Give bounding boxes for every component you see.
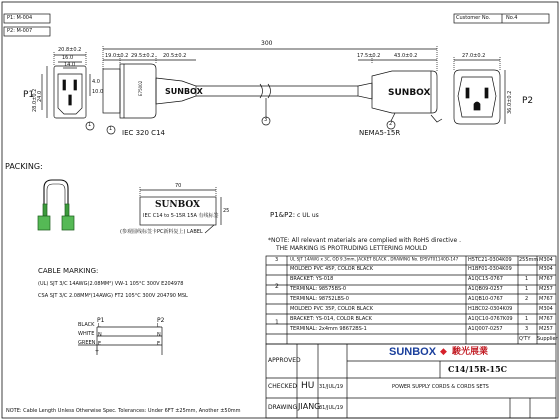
plug1-type: IEC 320 C14 <box>122 129 165 137</box>
table-row-1-item: 3 <box>275 257 279 263</box>
dim-p1-plug-length: 19.0±0.2 <box>105 53 129 59</box>
dim-p1-height-inner: 24.0 <box>37 90 43 102</box>
dim-p1-pin-offset: 4.0 <box>92 79 100 85</box>
drawn-by: JIANG <box>298 402 321 411</box>
table-row-8-qty: 3 <box>525 326 529 332</box>
company-logo-zh: 駿光展業 <box>452 347 489 357</box>
cable-marking-title: CABLE MARKING: <box>38 267 99 275</box>
svg-text:SUNBOX: SUNBOX <box>388 88 431 98</box>
table-row-4-part: A1QB09-0257 <box>468 286 503 292</box>
table-row-3-qty: 1 <box>525 276 529 282</box>
table-row-2-part: H1BF01-0304K09 <box>468 266 512 272</box>
wiring-p2: P2 <box>157 317 165 324</box>
callout-2: 2 <box>389 121 393 127</box>
cable-marking-ul: (UL) SJT 3/C 14AWG(2.08MM²) VW-1 105°C 300V E204978 <box>38 281 184 287</box>
dim-tag-height: 25 <box>223 208 230 214</box>
checked-date: 31/JUL/19 <box>319 384 344 390</box>
checked-by: HU <box>301 381 315 391</box>
table-row-6-desc: MOLDED PVC 35P, COLOR BLACK <box>290 306 374 312</box>
table-row-4-qty: 1 <box>525 286 529 292</box>
p1p2-label: P1&P2: <box>270 211 296 219</box>
table-row-7-part: A1QC10-0767K09 <box>468 316 513 322</box>
table-row-5-supplier: M767 <box>539 296 553 302</box>
dim-tag-length: 70 <box>175 183 182 189</box>
dim-p1-pin-offset-b: 10.0 <box>92 89 104 95</box>
dim-p2-body-length: 43.0±0.2 <box>394 53 418 59</box>
table-row-4-supplier: M257 <box>539 286 553 292</box>
svg-text:SUNBOX: SUNBOX <box>165 87 203 96</box>
callout-1: 1 <box>109 126 113 132</box>
approved-label: APPROVED <box>268 357 301 364</box>
table-row-5-desc: TERMINAL: 98752LBS-0 <box>290 296 349 302</box>
plug2-type: NEMA5-15R <box>359 129 401 137</box>
cable-marking-csa: CSA SJT 3/C 2.08MM²(14AWG) FT2 105°C 300V 204790 MSL <box>38 293 188 299</box>
note-line-1: *NOTE: All relevant materials are complied with RoHS directive . <box>268 237 461 244</box>
wiring-p1-white-pin: N <box>98 332 102 338</box>
dim-p1-body-length: 29.5±0.2 <box>131 53 155 59</box>
tag-brand: SUNBOX <box>155 200 201 210</box>
note-line-2: THE MARKING IS PROTRUDING LETTERING MOULD <box>276 245 428 252</box>
table-row-7-qty: 1 <box>525 316 529 322</box>
table-row-8-part: A1Q007-0257 <box>468 326 503 332</box>
wiring-black: BLACK <box>78 322 95 328</box>
table-row-1-supplier: M304 <box>539 257 553 263</box>
wiring-p1: P1 <box>97 317 105 324</box>
table-row-4-desc: TERMINAL: 98575BS-0 <box>290 286 347 292</box>
customer-value: No.4 <box>506 15 518 21</box>
qty-header: Q'TY <box>519 336 531 342</box>
wiring-p2-green-pin: E <box>157 341 161 347</box>
part-number: C14/15R-15C <box>448 364 508 374</box>
company-logo-en: SUNBOX <box>389 346 437 358</box>
table-row-3-supplier: M767 <box>539 276 553 282</box>
svg-text:E75002: E75002 <box>138 80 143 96</box>
table-row-7-desc: BRACKET: YS-014, COLOR BLACK <box>290 316 372 322</box>
dim-p1-pin-spacing: 14.0 <box>64 62 76 68</box>
drawn-date: 31/JUL/19 <box>319 405 344 411</box>
dim-p1-strain-relief: 20.5±0.2 <box>163 53 187 59</box>
table-row-6-supplier: M304 <box>539 306 553 312</box>
table-row-2-supplier: M304 <box>539 266 553 272</box>
table-row-2-desc: MOLDED PVC 45P, COLOR BLACK <box>290 266 374 272</box>
dim-p1-height: 28.0±0.2 <box>32 88 38 112</box>
packing-coil-sketch <box>38 180 74 230</box>
wiring-green: GREEN <box>78 340 96 346</box>
dim-p2-face-width: 27.0±0.2 <box>462 53 486 59</box>
wiring-p1-green-pin: E <box>98 341 102 347</box>
callout-3: 3 <box>264 117 268 123</box>
wiring-p2-black-pin: L <box>157 323 160 329</box>
wiring-p1-black-pin: L <box>98 323 101 329</box>
dim-p2-face-height: 36.0±0.2 <box>507 90 513 114</box>
table-row-3-part: A1QC15-0767 <box>468 276 503 282</box>
table-row-3-item: 2 <box>275 283 279 290</box>
table-row-8-desc: TERMINAL: 2x4mm 98672BS-1 <box>290 326 367 332</box>
p2-end-view <box>454 57 505 124</box>
table-row-8-supplier: M257 <box>539 326 553 332</box>
p2-code: P2: M-007 <box>7 28 33 34</box>
logo-mark-icon: ◆ <box>440 347 447 357</box>
table-row-5-part: A1QB10-0767 <box>468 296 503 302</box>
dim-total-length: 300 <box>261 40 273 47</box>
label-p1: P1 <box>23 90 35 100</box>
customer-label: Customer No. <box>456 15 491 21</box>
description: POWER SUPPLY CORDS & CORDS SETS <box>392 384 489 390</box>
table-row-5-qty: 2 <box>525 296 529 302</box>
bottom-note: NOTE: Cable Length Unless Otherwise Spec. Tolerances: Under 6FT ±25mm, Another ±50mm <box>6 408 241 414</box>
callout-1-endview: 1 <box>88 122 92 128</box>
tag-desc: IEC C14 to 5-15R 15A 有线标签 <box>143 213 219 219</box>
table-row-3-desc: BRACKET: YS-018 <box>290 276 334 282</box>
packing-title: PACKING: <box>5 162 43 171</box>
tag-note: (参观圆线标签卡PC新料复上) LABEL <box>120 229 203 235</box>
cert-mark: c UL us <box>297 212 319 219</box>
ground-icon: ⏚ <box>94 347 101 354</box>
supplier-header: Supplier <box>537 336 558 342</box>
drawing-label: DRAWING <box>268 404 298 411</box>
table-row-6-part: H1BC02-0304K09 <box>468 306 513 312</box>
dim-p2-strain-relief: 17.5±0.2 <box>357 53 381 59</box>
wiring-p2-white-pin: N <box>157 332 161 338</box>
checked-label: CHECKED <box>268 383 298 390</box>
dim-p1-face-width: 16.0 <box>62 55 74 61</box>
tag-label-sketch <box>140 187 221 233</box>
table-row-7-supplier: M767 <box>539 316 553 322</box>
table-row-1-part: H5TC21-0304K09 <box>468 257 512 263</box>
table-row-1-desc: UL SJT 14AWG x 3C, OD 9.3mm, JACKET BLACK , DRAWING No. EPSVT01140D-147 <box>290 257 459 263</box>
dim-p1-overmold: 20.8±0.2 <box>58 47 82 53</box>
wiring-white: WHITE <box>78 331 95 337</box>
table-row-7-item: 1 <box>275 319 279 326</box>
label-p2: P2 <box>522 96 534 106</box>
p1-code: P1: M-004 <box>7 15 33 21</box>
table-row-1-qty: 255mm <box>519 257 539 263</box>
